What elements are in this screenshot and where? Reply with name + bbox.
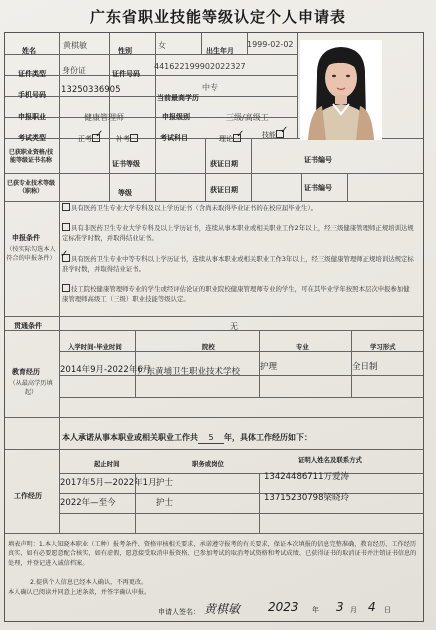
form-title: 广东省职业技能等级认定个人申请表: [89, 8, 346, 26]
name-value[interactable]: 黄棋敏: [63, 41, 87, 50]
theory-checkmark: ✓: [236, 129, 245, 140]
signature-day[interactable]: 4: [368, 600, 376, 614]
commitment-prefix: 本人承诺从事本职业或相关职业工作共: [62, 433, 198, 442]
occupation-value[interactable]: 健康管理师: [84, 113, 124, 122]
condition-item-4[interactable]: 技工院校健康管理师专业的学生或经评估论证的职业院校健康管理师专业的学生，可在其毕业学年按照本层次申报参加健康管理师高级工（三级）职业技能等级认定。: [62, 285, 410, 304]
edu-row-mode[interactable]: 全日制: [352, 362, 378, 372]
commitment-suffix: 年，具体工作经历如下：: [224, 433, 312, 442]
exam-normal-checkmark: ✓: [95, 129, 104, 140]
obtained-other-label: 已获专业技术等级（职称）: [6, 180, 55, 195]
theory-option[interactable]: 理论: [219, 134, 242, 144]
commitment-years[interactable]: 5: [198, 432, 224, 444]
declaration-point-2: 2.提供个人信息已经本人确认，不再更改。: [30, 579, 148, 586]
level-value[interactable]: 三级/高级工: [226, 113, 269, 122]
condition-item-1[interactable]: 具有医药卫生专业大学专科及以上学历证书（含尚未取得毕业证书的在校应届毕业生）。: [62, 203, 414, 213]
signature-day-unit: 日: [384, 606, 391, 614]
work-row-1-period[interactable]: 2017年5月—2022年1月: [60, 478, 157, 488]
cert-no-label: 证书编号: [304, 156, 332, 164]
condition-3-checkmark: ✓: [60, 249, 69, 260]
edu-header-mode: 学习形式: [370, 343, 396, 351]
exam-normal-option[interactable]: 正考: [78, 134, 101, 144]
obtained-date-label: 获证日期: [210, 160, 238, 168]
declaration-text: 填表声明：1.本人知晓本职业（工种）报考条件、资格审核相关要求，承诺遵守报考的有关要求，保证本次填报的信息完整准确，教育经历、工作经历真实，如有必要愿意配合核实，如有虚假，愿意接受取消申报资格、已参加考试的取消考试资格和考试成绩、已获得证书的取消证书并注销证书信息的处理，并登记进入诚信档案。: [8, 541, 417, 567]
edu-row-period[interactable]: 2014年9月-2022年6月: [60, 365, 152, 375]
phone-label: 手机号码: [18, 91, 46, 99]
obtained-cert-label: 已获职业资格/技能等级证书名称: [8, 149, 54, 164]
level-label: 申报级别: [162, 113, 190, 121]
exam-makeup-option[interactable]: 补考: [116, 134, 139, 144]
condition-item-3[interactable]: 具有医药卫生专业中等专科以上学历证书，连续从事本职业或相关职业工作3年以上，经三级健康管理师正规培训达规定标准学时数，并取得结业证书。: [62, 255, 414, 274]
work-header-position: 职务或岗位: [192, 460, 224, 468]
conditions-hint: （按实际勾选本人符合的申报条件）: [6, 246, 56, 262]
signature-year[interactable]: 2023: [268, 600, 299, 614]
other-date-label: 获证日期: [210, 186, 238, 194]
signature-month-unit: 月: [350, 606, 357, 614]
occupation-label: 申报职业: [18, 113, 46, 121]
gender-value[interactable]: 女: [158, 41, 166, 50]
education-value[interactable]: 中专: [202, 83, 218, 92]
skill-checkmark: ✓: [280, 125, 289, 136]
conditions-label: 申报条件: [12, 234, 40, 242]
work-row-2-period[interactable]: 2022年—至今: [60, 498, 116, 508]
work-header-reference: 证明人姓名及联系方式: [298, 456, 362, 464]
other-no-label: 证书编号: [304, 184, 332, 192]
id-type-value[interactable]: 身份证: [62, 66, 86, 75]
name-label: 姓名: [22, 47, 36, 55]
edu-header-period: 入学时间-毕业时间: [68, 343, 122, 351]
work-experience-label: 工作经历: [14, 492, 42, 500]
exam-type-label: 考试类型: [18, 134, 46, 142]
declaration-confirm: 本人确认已阅读并同意上述条款，并签字确认申报。: [8, 589, 151, 596]
skill-option[interactable]: 技能: [262, 130, 285, 140]
edu-condition-label: 贯通条件: [14, 322, 42, 330]
condition-item-2[interactable]: 具有非医药卫生专业大学专科及以上学历证书，连续从事本职业或相关职业工作2年以上，经三级健康管理师正规培训达规定标准学时数，并取得结业证书。: [62, 224, 414, 243]
gender-label: 性别: [118, 47, 132, 55]
signature-year-unit: 年: [312, 606, 319, 614]
id-no-value[interactable]: 441622199902022327: [154, 62, 246, 71]
work-header-period: 起止时间: [94, 460, 120, 468]
signature-month[interactable]: 3: [336, 600, 344, 614]
id-type-label: 证件类型: [18, 70, 46, 78]
work-row-1-position[interactable]: 护士: [156, 478, 174, 488]
edu-row-major[interactable]: 护理: [260, 362, 278, 372]
signature-label: 申请人签名：: [158, 608, 200, 616]
edu-history-hint: （从最高学历填起）: [9, 380, 53, 396]
edu-row-school[interactable]: 广东黄埔卫生职业技术学校: [138, 367, 241, 377]
signature-name[interactable]: 黄棋敏: [204, 602, 241, 616]
work-commitment: [62, 432, 312, 444]
id-no-label: 证件号码: [112, 70, 140, 78]
applicant-photo: [300, 40, 382, 140]
edu-header-major: 专业: [296, 343, 309, 351]
phone-value[interactable]: 13250336905: [61, 85, 121, 95]
exam-subject-label: 考试科目: [160, 134, 188, 142]
work-row-2-position[interactable]: 护士: [156, 498, 174, 508]
work-row-1-reference[interactable]: 13424486711万爱涛: [264, 472, 349, 482]
other-level-label: 等级: [118, 189, 132, 197]
edu-header-school: 院校: [202, 343, 215, 351]
birth-label: 出生年月: [206, 47, 234, 55]
work-row-2-reference[interactable]: 13715230798梁晓玲: [264, 493, 349, 503]
birth-value[interactable]: 1999-02-02: [247, 40, 294, 49]
education-label: 当前最高学历: [157, 94, 199, 102]
edu-condition-value[interactable]: 无: [230, 322, 238, 331]
obtained-level-label: 证书等级: [112, 160, 140, 168]
edu-history-label: 教育经历: [12, 368, 40, 376]
